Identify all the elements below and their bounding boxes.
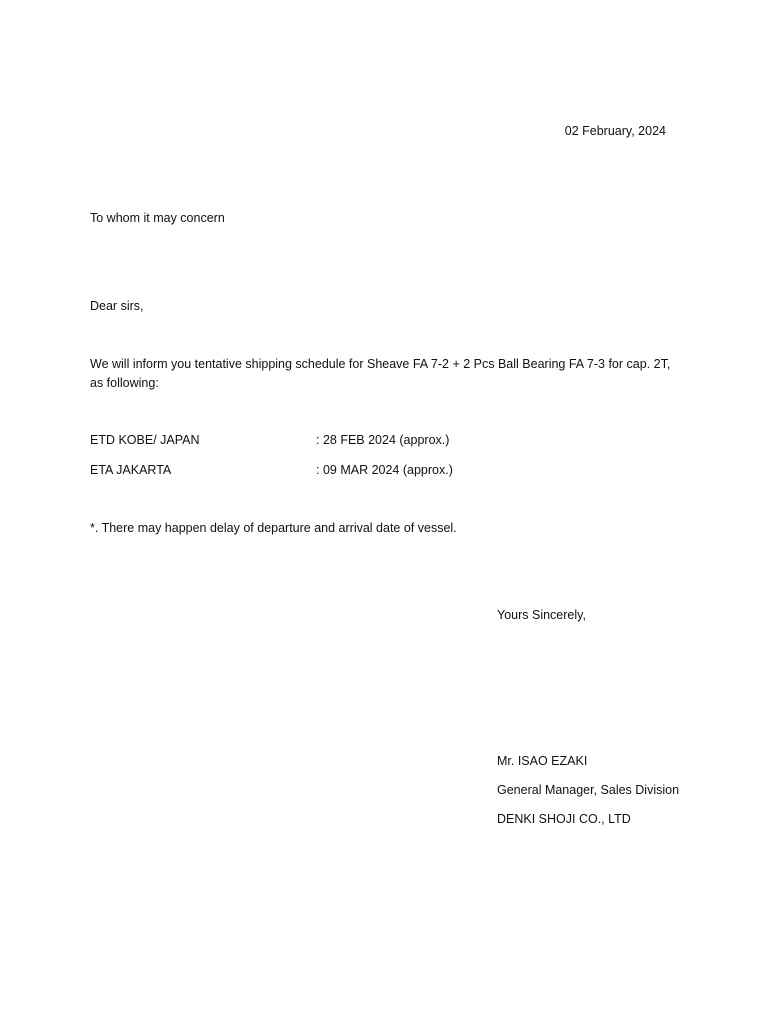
schedule-value-etd: : 28 FEB 2024 (approx.) [316, 433, 450, 447]
schedule-label-eta: ETA JAKARTA [90, 463, 172, 477]
schedule-value-eta: : 09 MAR 2024 (approx.) [316, 463, 453, 477]
body-paragraph [90, 355, 690, 393]
signatory-title: General Manager, Sales Division [497, 783, 680, 797]
signatory-company: DENKI SHOJI CO., LTD [497, 812, 631, 826]
closing: Yours Sincerely, [497, 608, 586, 622]
delay-note: *. There may happen delay of departure and arrival date of vessel. [90, 521, 457, 535]
schedule-label-etd: ETD KOBE/ JAPAN [90, 433, 200, 447]
greeting: Dear sirs, [90, 299, 144, 313]
recipient-line: To whom it may concern [90, 211, 225, 225]
body-line-2: as following: [90, 376, 159, 390]
signatory-name: Mr. ISAO EZAKI [497, 754, 588, 768]
letter-date: 02 February, 2024 [564, 124, 666, 138]
body-line-1: We will inform you tentative shipping schedule for Sheave FA 7-2 + 2 Pcs Ball Bearing FA 7-3 for cap. 2T, [90, 357, 671, 371]
